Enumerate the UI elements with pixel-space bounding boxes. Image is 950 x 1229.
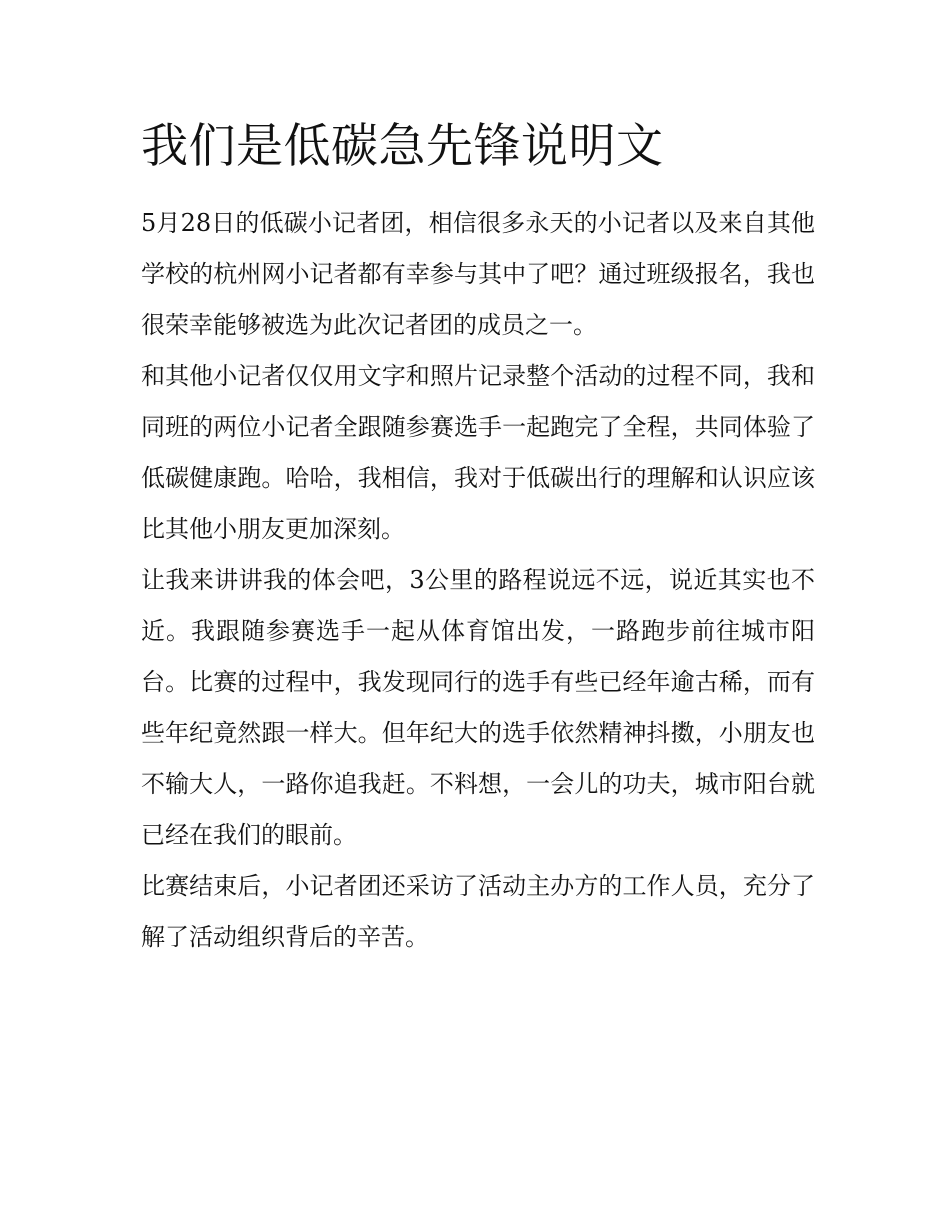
document-content — [141, 118, 815, 963]
paragraph-4: 比赛结束后，小记者团还采访了活动主办方的工作人员，充分了解了活动组织背后的辛苦。 — [141, 872, 815, 951]
paragraph-2: 和其他小记者仅仅用文字和照片记录整个活动的过程不同，我和同班的两位小记者全跟随参赛选手一起跑完了全程，共同体验了低碳健康跑。哈哈，我相信，我对于低碳出行的理解和认识应该比其他小朋友更加深刻。 — [141, 362, 815, 543]
paragraph-3: 让我来讲讲我的体会吧，3公里的路程说远不远，说近其实也不近。我跟随参赛选手一起从体育馆出发，一路跑步前往城市阳台。比赛的过程中，我发现同行的选手有些已经年逾古稀，而有些年纪竟然跟一样大。但年纪大的选手依然精神抖擞，小朋友也不输大人，一路你追我赶。不料想，一会儿的功夫，城市阳台就已经在我们的眼前。 — [141, 566, 815, 849]
paragraph-1: 5月28日的低碳小记者团，相信很多永天的小记者以及来自其他学校的杭州网小记者都有幸参与其中了吧？通过班级报名，我也很荣幸能够被选为此次记者团的成员之一。 — [141, 209, 815, 339]
document-title: 我们是低碳急先锋说明文 — [141, 119, 664, 174]
